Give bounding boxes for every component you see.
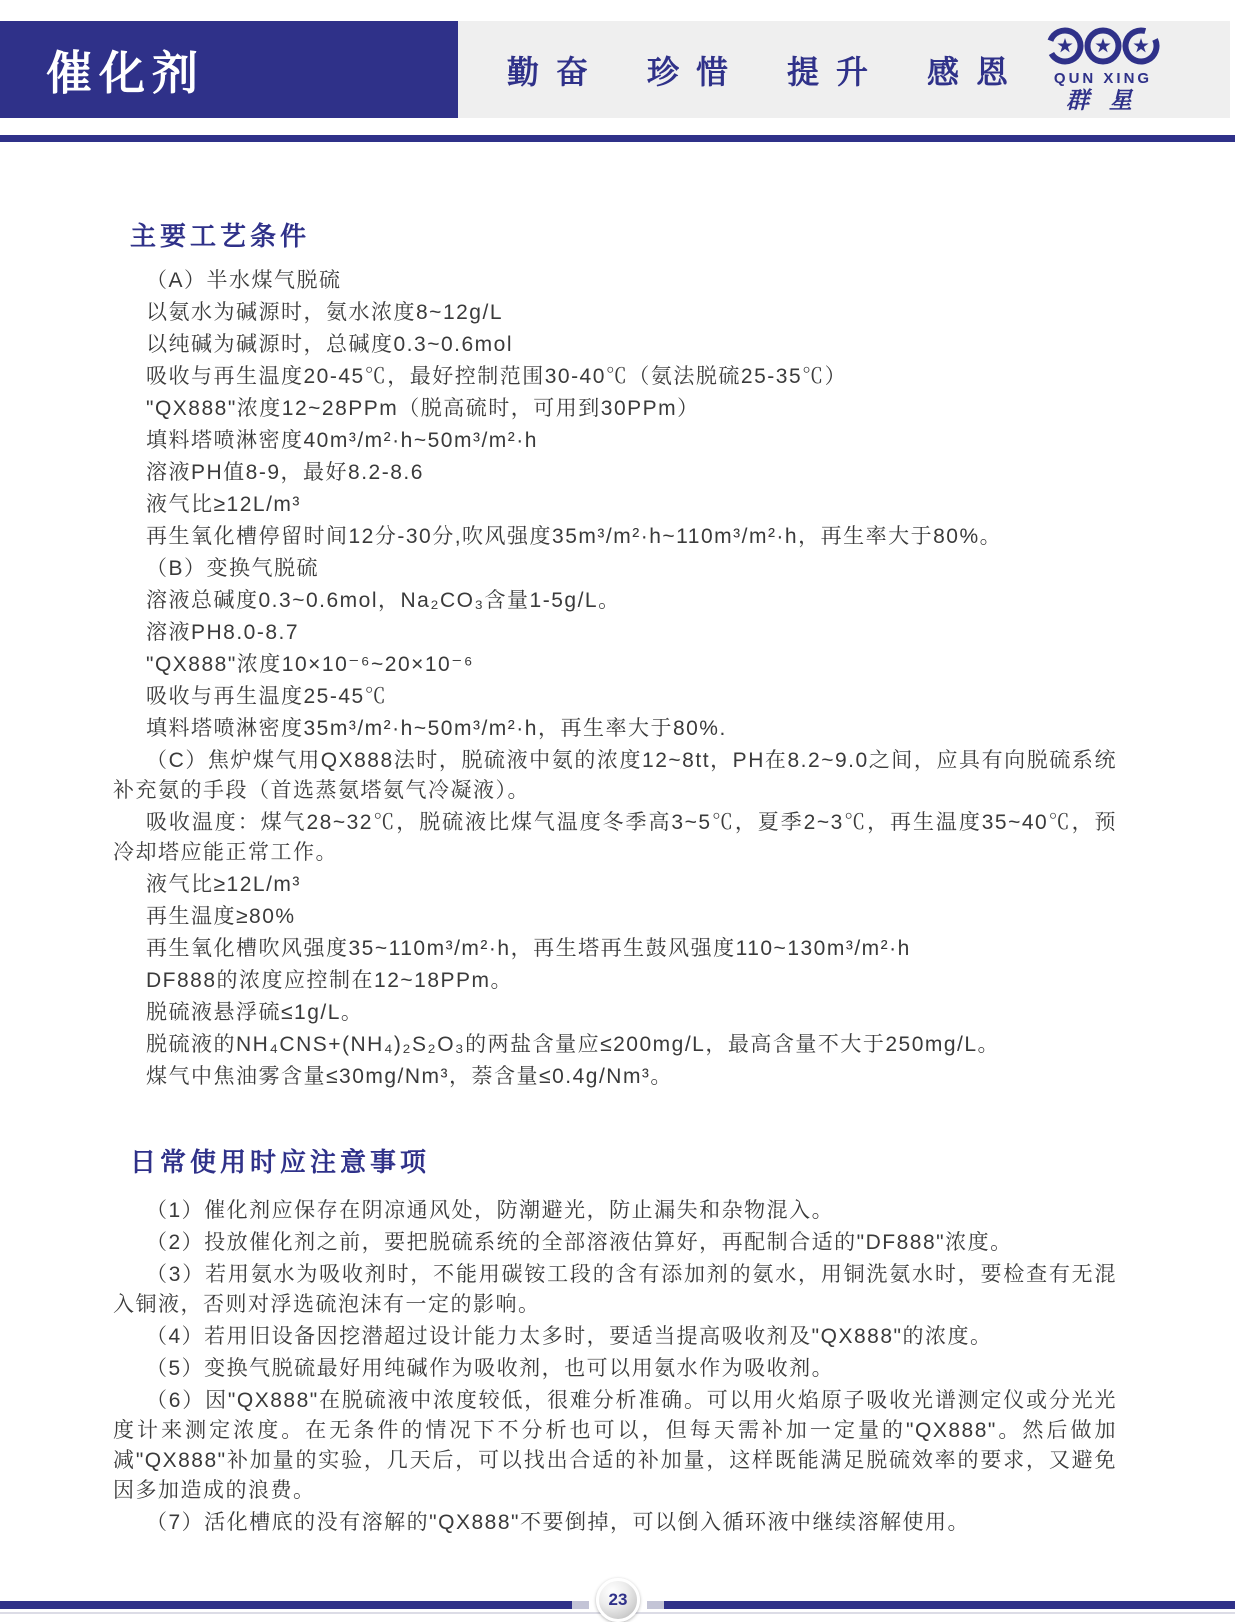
paragraph: 以氨水为碱源时，氨水浓度8~12g/L	[146, 301, 503, 324]
paragraph: 脱硫液悬浮硫≤1g/L。	[146, 1001, 364, 1024]
logo-chinese-name: 群星	[1066, 87, 1152, 114]
header-slogan	[504, 47, 1028, 93]
paragraph: 溶液总碱度0.3~0.6mol，Na₂CO₃含量1-5g/L。	[146, 589, 621, 612]
document-body	[113, 218, 1117, 1540]
page-header	[0, 21, 1230, 118]
section-heading-usage-notes: 日常使用时应注意事项	[130, 1147, 431, 1177]
section-heading-process-conditions: 主要工艺条件	[130, 221, 311, 251]
slogan-band	[458, 21, 1230, 118]
footer-rule-cap-right	[646, 1601, 664, 1609]
paragraph: 溶液PH8.0-8.7	[146, 621, 300, 644]
paragraph: （A）半水煤气脱硫	[146, 269, 342, 292]
paragraph: （B）变换气脱硫	[146, 557, 320, 580]
paragraph: 填料塔喷淋密度35m³/m²·h~50m³/m²·h，再生率大于80%.	[146, 717, 727, 740]
slogan-word: 提升	[787, 53, 886, 90]
paragraph: 吸收温度：煤气28~32℃，脱硫液比煤气温度冬季高3~5℃，夏季2~3℃，再生温度35~40℃，预冷却塔应能正常工作。	[113, 811, 1117, 864]
header-divider	[0, 135, 1235, 142]
paragraph: "QX888"浓度10×10⁻⁶~20×10⁻⁶	[146, 653, 474, 676]
page-number: 23	[608, 1590, 628, 1609]
slogan-word: 珍惜	[646, 53, 745, 90]
title-banner	[0, 21, 458, 118]
paragraph: （C）焦炉煤气用QX888法时，脱硫液中氨的浓度12~8tt，PH在8.2~9.0之间，应具有向脱硫系统补充氨的手段（首选蒸氨塔氨气冷凝液）。	[113, 749, 1117, 802]
paragraph: "QX888"浓度12~28PPm（脱高硫时，可用到30PPm）	[146, 397, 700, 420]
page-title: 催化剂	[46, 46, 205, 99]
paragraph: （3）若用氨水为吸收剂时，不能用碳铵工段的含有添加剂的氨水，用铜洗氨水时，要检查有无混入铜液，否则对浮选硫泡沫有一定的影响。	[113, 1263, 1117, 1316]
paragraph: 吸收与再生温度25-45℃	[146, 685, 388, 708]
slogan-word: 勤奋	[506, 53, 605, 90]
paragraph: 煤气中焦油雾含量≤30mg/Nm³，萘含量≤0.4g/Nm³。	[146, 1065, 673, 1088]
paragraph: 液气比≥12L/m³	[146, 493, 301, 516]
three-rings-star-icon	[1045, 27, 1161, 69]
company-logo	[1028, 27, 1178, 112]
paragraph: （4）若用旧设备因挖潜超过设计能力太多时，要适当提高吸收剂及"QX888"的浓度。	[146, 1325, 993, 1348]
paragraph: （1）催化剂应保存在阴凉通风处，防潮避光，防止漏失和杂物混入。	[146, 1199, 835, 1222]
paragraph: 再生氧化槽吹风强度35~110m³/m²·h，再生塔再生鼓风强度110~130m³/m²·h	[146, 937, 911, 960]
footer-rule-cap-left	[572, 1601, 590, 1609]
paragraph: 再生氧化槽停留时间12分-30分,吹风强度35m³/m²·h~110m³/m²·h，再生率大于80%。	[146, 525, 1003, 548]
paragraph: （5）变换气脱硫最好用纯碱作为吸收剂，也可以用氨水作为吸收剂。	[146, 1357, 835, 1380]
logo-latin-name: QUN XING	[1053, 70, 1153, 87]
paragraph: （6）因"QX888"在脱硫液中浓度较低，很难分析准确。可以用火焰原子吸收光谱测定仪或分光光度计来测定浓度。在无条件的情况下不分析也可以，但每天需补加一定量的"QX888"。然后做加减"QX888"补加量的实验，几天后，可以找出合适的补加量，这样既能满足脱硫效率的要求，又避免因多加造成的浪费。	[113, 1389, 1117, 1502]
paragraph: 溶液PH值8-9，最好8.2-8.6	[146, 461, 424, 484]
paragraph: 吸收与再生温度20-45℃，最好控制范围30-40℃（氨法脱硫25-35℃）	[146, 365, 848, 388]
paragraph: DF888的浓度应控制在12~18PPm。	[146, 969, 514, 992]
page-number-badge	[596, 1578, 640, 1622]
paragraph: （7）活化槽底的没有溶解的"QX888"不要倒掉，可以倒入循环液中继续溶解使用。	[146, 1511, 970, 1534]
paragraph: 再生温度≥80%	[146, 905, 296, 928]
paragraph: 填料塔喷淋密度40m³/m²·h~50m³/m²·h	[146, 429, 538, 452]
paragraph: 脱硫液的NH₄CNS+(NH₄)₂S₂O₃的两盐含量应≤200mg/L，最高含量不大于250mg/L。	[146, 1033, 1001, 1056]
slogan-word: 感恩	[927, 53, 1026, 90]
paragraph: 以纯碱为碱源时，总碱度0.3~0.6mol	[146, 333, 513, 356]
paragraph: 液气比≥12L/m³	[146, 873, 301, 896]
paragraph: （2）投放催化剂之前，要把脱硫系统的全部溶液估算好，再配制合适的"DF888"浓度。	[146, 1231, 1013, 1254]
